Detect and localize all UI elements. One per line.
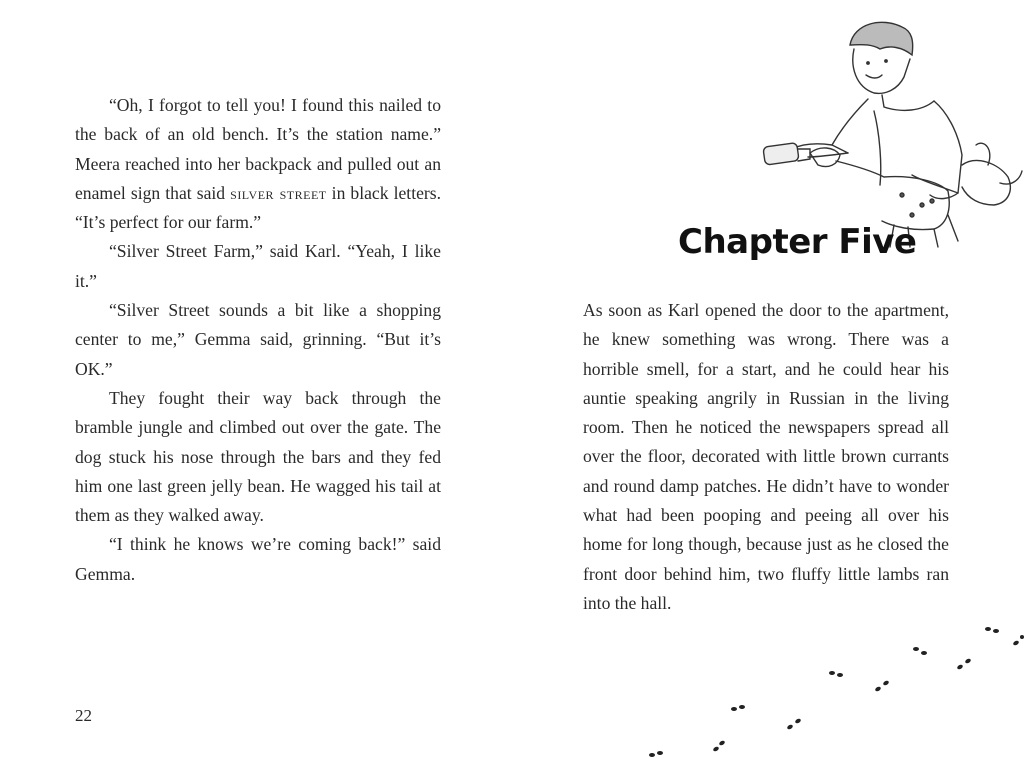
paragraph: “I think he knows we’re coming back!” said Gemma.	[75, 534, 441, 584]
chapter-title: Chapter Five	[678, 222, 917, 262]
paragraph: As soon as Karl opened the door to the apartment, he knew something was wrong. There was a horrible smell, for a start, and he could hear his auntie speaking angrily in Russian in the living room. Then he noticed the newspapers spread all over the floor, decorated with little brown currants and round damp patches. He didn’t have to wonder what had been pooping and peeing all over his home for long though, because just as he closed the front door behind him, two fluffy little lambs ran into the hall.	[583, 300, 949, 613]
right-page	[512, 0, 1024, 775]
footprint-trail-icon	[642, 615, 1024, 775]
right-page-text	[583, 296, 949, 618]
paragraph: “Silver Street Farm,” said Karl. “Yeah, I like it.”	[75, 241, 441, 291]
boy-feeding-lamb-illustration	[762, 15, 1024, 250]
paragraph	[75, 91, 441, 237]
paragraph-text: “Oh, I forgot to tell you! I found this nailed to the back of an old bench. It’s the station name.” Meera reached into her backpack and pulled out an enamel sign that said	[75, 95, 441, 203]
station-sign-text: silver street	[230, 182, 327, 203]
paragraph: They fought their way back through the bramble jungle and climbed out over the gate. The dog stuck his nose through the bars and they fed him one last green jelly bean. He wagged his tail at them as they walked away.	[75, 387, 441, 526]
paragraph: “Silver Street sounds a bit like a shopping center to me,” Gemma said, grinning. “But it’s OK.”	[75, 300, 441, 379]
page-number: 22	[75, 706, 92, 725]
left-page-text	[75, 91, 441, 589]
paragraph-text: in black letters. “It’s perfect for our farm.”	[75, 182, 441, 233]
